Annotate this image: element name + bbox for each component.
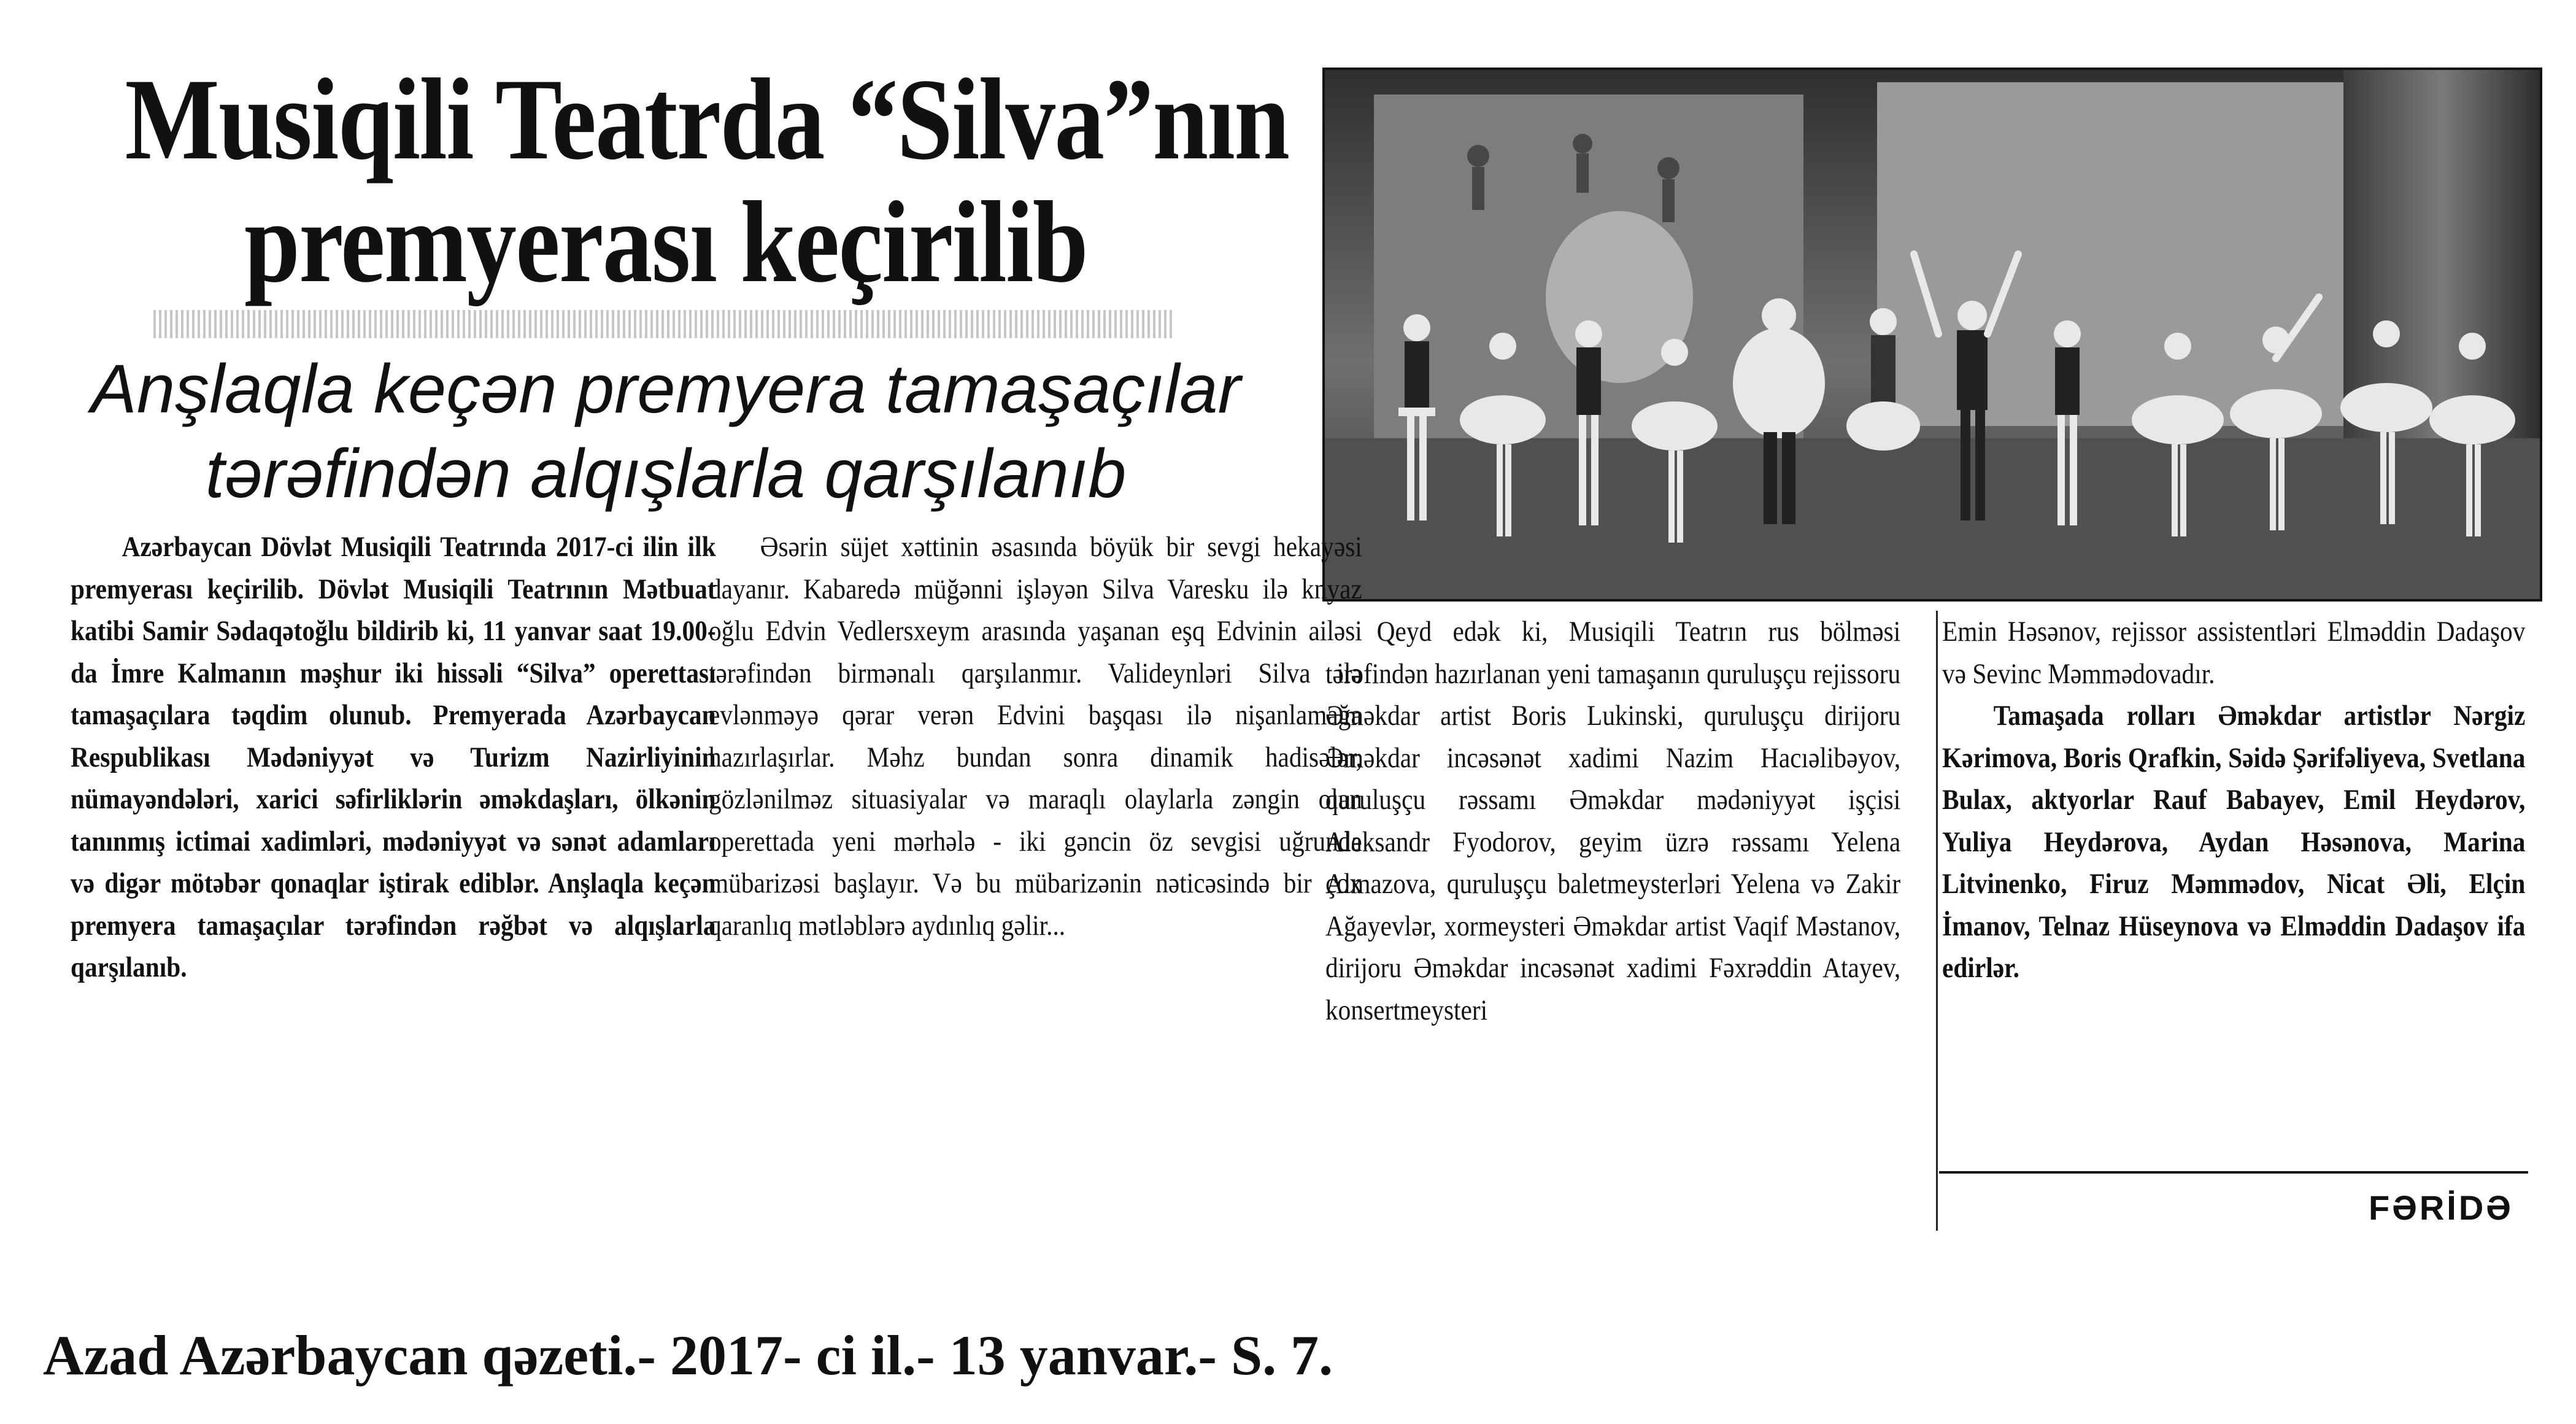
column-1-text: Azərbaycan Dövlət Musiqili Teatrında 2017-ci ilin ilk premyerası keçirilib. Dövlət Musiqili Teatrının Mətbuat katibi Samir Sədaqətoğlu bildirib ki, 11 yanvar saat 19.00-da İmre Kalmanın məşhur iki hissəli “Silva” operettası tamaşaçılara təqdim olunub. Premyerada Azərbaycan Respublikası Mədəniyyət və Turizm Nazirliyinin nümayəndələri, xarici səfirliklərin əməkdaşları, ölkənin tanınmış ictimai xadimləri, mədəniyyət və sənət adamları və digər mötəbər qonaqlar iştirak ediblər. Anşlaqla keçən premyera tamaşaçılar tərəfindən rəğbət və alqışlarla qarşılanıb. — [71, 531, 716, 983]
column-3-text: Qeyd edək ki, Musiqili Teatrın rus bölməsi tərəfindən hazırlanan yeni tamaşanın quruluşçu rejissoru Əməkdar artist Boris Lukinski, quruluşçu dirijoru Əməkdar incəsənət xadimi Nazim Hacıəlibəyov, quruluşçu rəssamı Əməkdar mədəniyyət işçisi Aleksandr Fyodorov, geyim üzrə rəssamı Yelena Almazova, quruluşçu baletmeysterləri Yelena və Zakir Ağayevlər, xormeysteri Əməkdar artist Vaqif Məstanov, dirijoru Əməkdar incəsənət xadimi Fəxrəddin Atayev, konsertmeysteri — [1325, 616, 1901, 1026]
subheadline-line-2: tərəfindən alqışlarla qarşılanıb — [205, 435, 1127, 512]
article-column-2 — [709, 526, 1362, 946]
source-citation: Azad Azərbaycan qəzeti.- 2017- ci il.- 13 yanvar.- S. 7. — [43, 1324, 1333, 1387]
signature-rule — [1939, 1171, 2528, 1174]
column-4-text-a: Emin Həsənov, rejissor assistentləri Elməddin Dadaşov və Sevinc Məmmədovadır. — [1942, 616, 2526, 690]
column-2-text: Əsərin süjet xəttinin əsasında böyük bir sevgi hekayəsi dayanır. Kabaredə müğənni işləyən Silva Varesku ilə knyaz oğlu Edvin Vedlersxeym arasında yaşanan eşq Edvinin ailəsi tərəfindən birmənalı qarşılanmır. Valideynləri Silva ilə evlənməyə qərar verən Edvini başqası ilə nişanlamağa hazırlaşırlar. Məhz bundan sonra dinamik hadisələr, gözlənilməz situasiyalar və maraqlı olaylarla zəngin olan operettada yeni mərhələ - iki gəncin öz sevgisi uğrunda mübarizəsi başlayır. Və bu mübarizənin nəticəsində bir çox qaranlıq mətləblərə aydınlıq gəlir... — [709, 531, 1362, 942]
article-subheadline — [37, 347, 1295, 516]
theatre-stage-photo-icon — [1325, 70, 2540, 599]
column-4-text-b: Tamaşada rolları Əməkdar artistlər Nərgiz Kərimova, Boris Qrafkin, Səidə Şərifəliyeva, Svetlana Bulax, aktyorlar Rauf Babayev, Emil Heydərov, Yuliya Heydərova, Aydan Həsənova, Marina Litvinenko, Firuz Məmmədov, Nicat Əli, Elçin İmanov, Telnaz Hüseynova və Elməddin Dadaşov ifa edirlər. — [1942, 700, 2526, 984]
headline-line-2: premyerası keçirilib — [244, 178, 1087, 307]
article-column-3 — [1325, 611, 1900, 1031]
subheadline-line-1: Anşlaqla keçən premyera tamaşaçılar — [91, 350, 1241, 427]
article-column-1 — [71, 526, 716, 989]
headline-divider — [153, 310, 1172, 338]
article-column-4 — [1942, 611, 2525, 989]
author-signature: FƏRİDƏ — [2369, 1188, 2513, 1227]
headline-line-1: Musiqili Teatrda “Silva”nın — [125, 55, 1289, 184]
article-headline — [125, 55, 1289, 307]
column-divider — [1936, 611, 1938, 1231]
stage-photo — [1322, 68, 2542, 602]
